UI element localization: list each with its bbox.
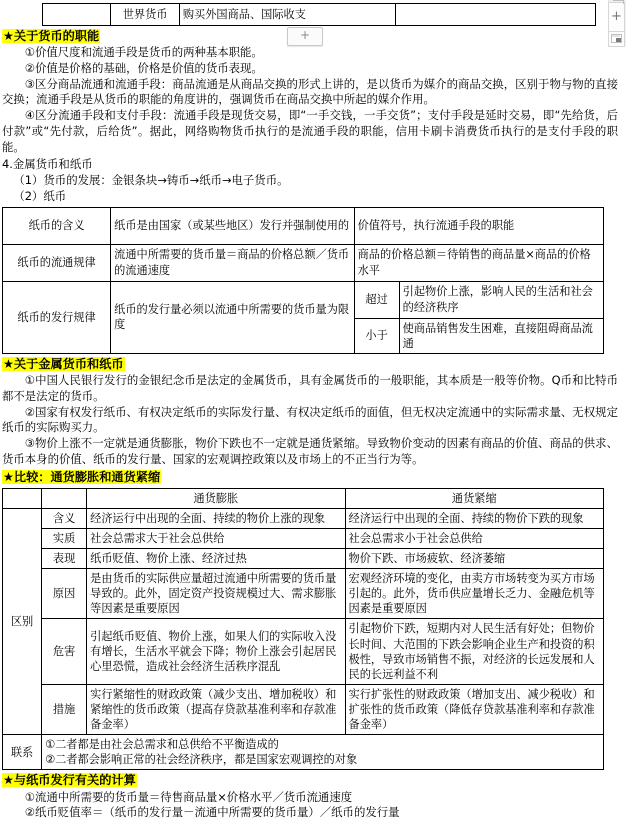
page-corner-mark	[613, 0, 624, 4]
section-calculation	[2, 773, 618, 821]
table-header-row	[3, 488, 604, 508]
section-metal-and-paper	[2, 157, 618, 204]
cell-world-currency: 世界货币	[111, 4, 179, 26]
para-item: ①流通中所需要的货币量＝待售商品量×价格水平／货币流通速度	[24, 789, 353, 804]
link-item: ①二者都是由社会总需求和总供给不平衡造成的	[45, 738, 279, 752]
inflation-deflation-compare-table	[2, 488, 604, 771]
table-row	[3, 528, 604, 548]
top-table-container	[42, 0, 596, 26]
para-item: ③区分商品流通和流通手段：商品流通是从商品交换的形式上讲的，是以货币为媒介的商品交换，区别于物与物的直接交换；流通手段是从货币的职能的角度讲的，强调货币在商品交换中所起的媒介作用。	[2, 76, 618, 107]
row-label-meaning: 纸币的含义	[3, 207, 111, 244]
table-row	[3, 549, 604, 569]
table-row	[3, 735, 604, 770]
cell-result-exceed: 引起物价上涨，影响人民的生活和社会的经济秩序	[399, 281, 603, 318]
cell-condition-less: 小于	[354, 318, 399, 353]
table-row	[3, 281, 604, 318]
row-label-issue-law: 纸币的发行规律	[3, 281, 111, 353]
table-row	[3, 569, 604, 619]
scroll-zoom-in-button[interactable]: +	[608, 2, 625, 32]
cell-result-less: 使商品销售发生困难，直接阻碍商品流通	[399, 318, 603, 353]
cell-meaning-mid: 纸币是由国家（或某些地区）发行并强制使用的	[111, 207, 354, 244]
cell-deflation-essence: 社会总需求小于社会总供给	[345, 528, 603, 548]
cell-blank	[43, 4, 111, 26]
para-item: ①价值尺度和流通手段是货币的两种基本职能。	[24, 45, 263, 60]
cell-circulation-mid: 流通中所需要的货币量＝商品的价格总额／货币的流通速度	[111, 244, 354, 281]
para-item: ②国家有权发行纸币、有权决定纸币的实际发行量、有权决定纸币的面值，但无权决定流通中的实际需求量、无权规定纸币的实际购买力。	[2, 404, 618, 435]
section-heading	[2, 773, 618, 788]
paper-currency-table-container	[2, 207, 604, 354]
cell-world-currency-desc: 购买外国商品、国际收支	[179, 4, 396, 26]
currency-functions-continuation-table	[42, 3, 596, 26]
table-row	[3, 619, 604, 684]
cell-meaning-right: 价值符号，执行流通手段的职能	[354, 207, 603, 244]
cell-deflation-cause: 宏观经济环境的变化，由卖方市场转变为买方市场引起的。此外，货币供应量增长乏力、金融危机等因素是重要原因	[345, 569, 603, 619]
cell-deflation-harm: 引起物价下跌，短期内对人民生活有好处；但物价长时间、大范围的下跌会影响企业生产和投资的积极性，导致市场销售不振，对经济的长远发展和人民的长远利益不利	[345, 619, 603, 684]
insert-row-button[interactable]: +	[287, 27, 323, 46]
subsection-title: 4.金属货币和纸币	[2, 157, 93, 172]
para-item: ②价值是价格的基础，价格是价值的货币表现。	[24, 60, 263, 75]
para-item: ④区分流通手段和支付手段：流通手段是现货交易，即“一手交钱，一手交货”；支付手段是延时交易，即“先给货，后付款”或“先付款，后给货”。据此，网络购物货币执行的是流通手段的职能，信用卡刷卡消费货币执行的是支付手段的职能。	[2, 108, 618, 154]
row-label-essence: 实质	[42, 528, 87, 548]
section-about-metal-paper	[2, 357, 618, 468]
cell-deflation-meaning: 经济运行中出现的全面、持续的物价下跌的现象	[345, 508, 603, 528]
heading-highlight: ★关于金属货币和纸币	[3, 356, 124, 371]
group-label-link: 联系	[3, 735, 42, 770]
link-item: ②二者都会影响正常的社会经济秩序，都是国家宏观调控的对象	[45, 753, 358, 767]
para-item: （2）纸币	[13, 188, 67, 203]
header-inflation: 通货膨胀	[87, 488, 345, 508]
para-item: ②纸币贬值率＝（纸币的发行量－流通中所需要的货币量）／纸币的发行量	[24, 805, 400, 820]
row-label-meaning: 含义	[42, 508, 87, 528]
paper-currency-table	[2, 207, 604, 354]
table-row	[3, 244, 604, 281]
para-item: ③物价上涨不一定就是通货膨胀，物价下跌也不一定就是通货紧缩。导致物价变动的因素有商品的价值、商品的供求、货币本身的价值、纸币的发行量、国家的宏观调控政策以及市场上的不正当行为等。	[2, 436, 618, 466]
cell-inflation-essence: 社会总需求大于社会总供给	[87, 528, 345, 548]
header-deflation: 通货紧缩	[345, 488, 603, 508]
heading-highlight: ★与纸币发行有关的计算	[3, 773, 136, 788]
compare-table-container	[2, 488, 604, 771]
para-item: ①中国人民银行发行的金银纪念币是法定的金属货币，具有金属货币的一般职能，其本质是一般等价物。Q币和比特币都不是法定的货币。	[2, 373, 618, 403]
cell-inflation-cause: 是由货币的实际供应量超过流通中所需要的货币量导致的。此外，固定资产投资规模过大、需求膨胀等因素是重要原因	[87, 569, 345, 619]
group-label-difference: 区别	[3, 508, 42, 734]
section-heading	[2, 470, 618, 485]
table-row	[3, 684, 604, 734]
table-row	[3, 508, 604, 528]
cell-circulation-right: 商品的价格总额＝待销售的商品量×商品的价格水平	[354, 244, 603, 281]
table-row	[43, 4, 596, 26]
layout-options-icon[interactable]	[608, 31, 625, 47]
cell-link-items	[42, 735, 604, 770]
cell-deflation-manifestation: 物价下跌、市场疲软、经济萎缩	[345, 549, 603, 569]
cell-inflation-meaning: 经济运行中出现的全面、持续的物价上涨的现象	[87, 508, 345, 528]
header-blank-2	[42, 488, 87, 508]
row-label-measures: 措施	[42, 684, 87, 734]
row-label-harm: 危害	[42, 619, 87, 684]
cell-extra	[396, 4, 596, 26]
cell-inflation-measures: 实行紧缩性的财政政策（减少支出、增加税收）和紧缩性的货币政策（提高存贷款基准利率和存款准备金率）	[87, 684, 345, 734]
section-currency-functions	[2, 29, 618, 155]
para-item: （1）货币的发展：金银条块→铸币→纸币→电子货币。	[13, 173, 289, 188]
cell-inflation-harm: 引起纸币贬值、物价上涨，如果人们的实际收入没有增长，生活水平就会下降；物价上涨会引起居民心里恐慌，造成社会经济生活秩序混乱	[87, 619, 345, 684]
section-compare	[2, 470, 618, 485]
cell-issue-mid: 纸币的发行量必须以流通中所需要的货币量为限度	[111, 281, 354, 353]
row-label-circulation-law: 纸币的流通规律	[3, 244, 111, 281]
heading-highlight: ★关于货币的职能	[3, 29, 100, 43]
row-label-manifestation: 表现	[42, 549, 87, 569]
header-blank-1	[3, 488, 42, 508]
section-heading	[2, 357, 618, 372]
heading-highlight: ★比较：通货膨胀和通货紧缩	[3, 470, 161, 485]
cell-deflation-measures: 实行扩张性的财政政策（增加支出、减少税收）和扩张性的货币政策（降低存贷款基准利率和存款准备金率）	[345, 684, 603, 734]
cell-inflation-manifestation: 纸币贬值、物价上涨、经济过热	[87, 549, 345, 569]
row-label-cause: 原因	[42, 569, 87, 619]
table-row	[3, 207, 604, 244]
cell-condition-exceed: 超过	[354, 281, 399, 318]
